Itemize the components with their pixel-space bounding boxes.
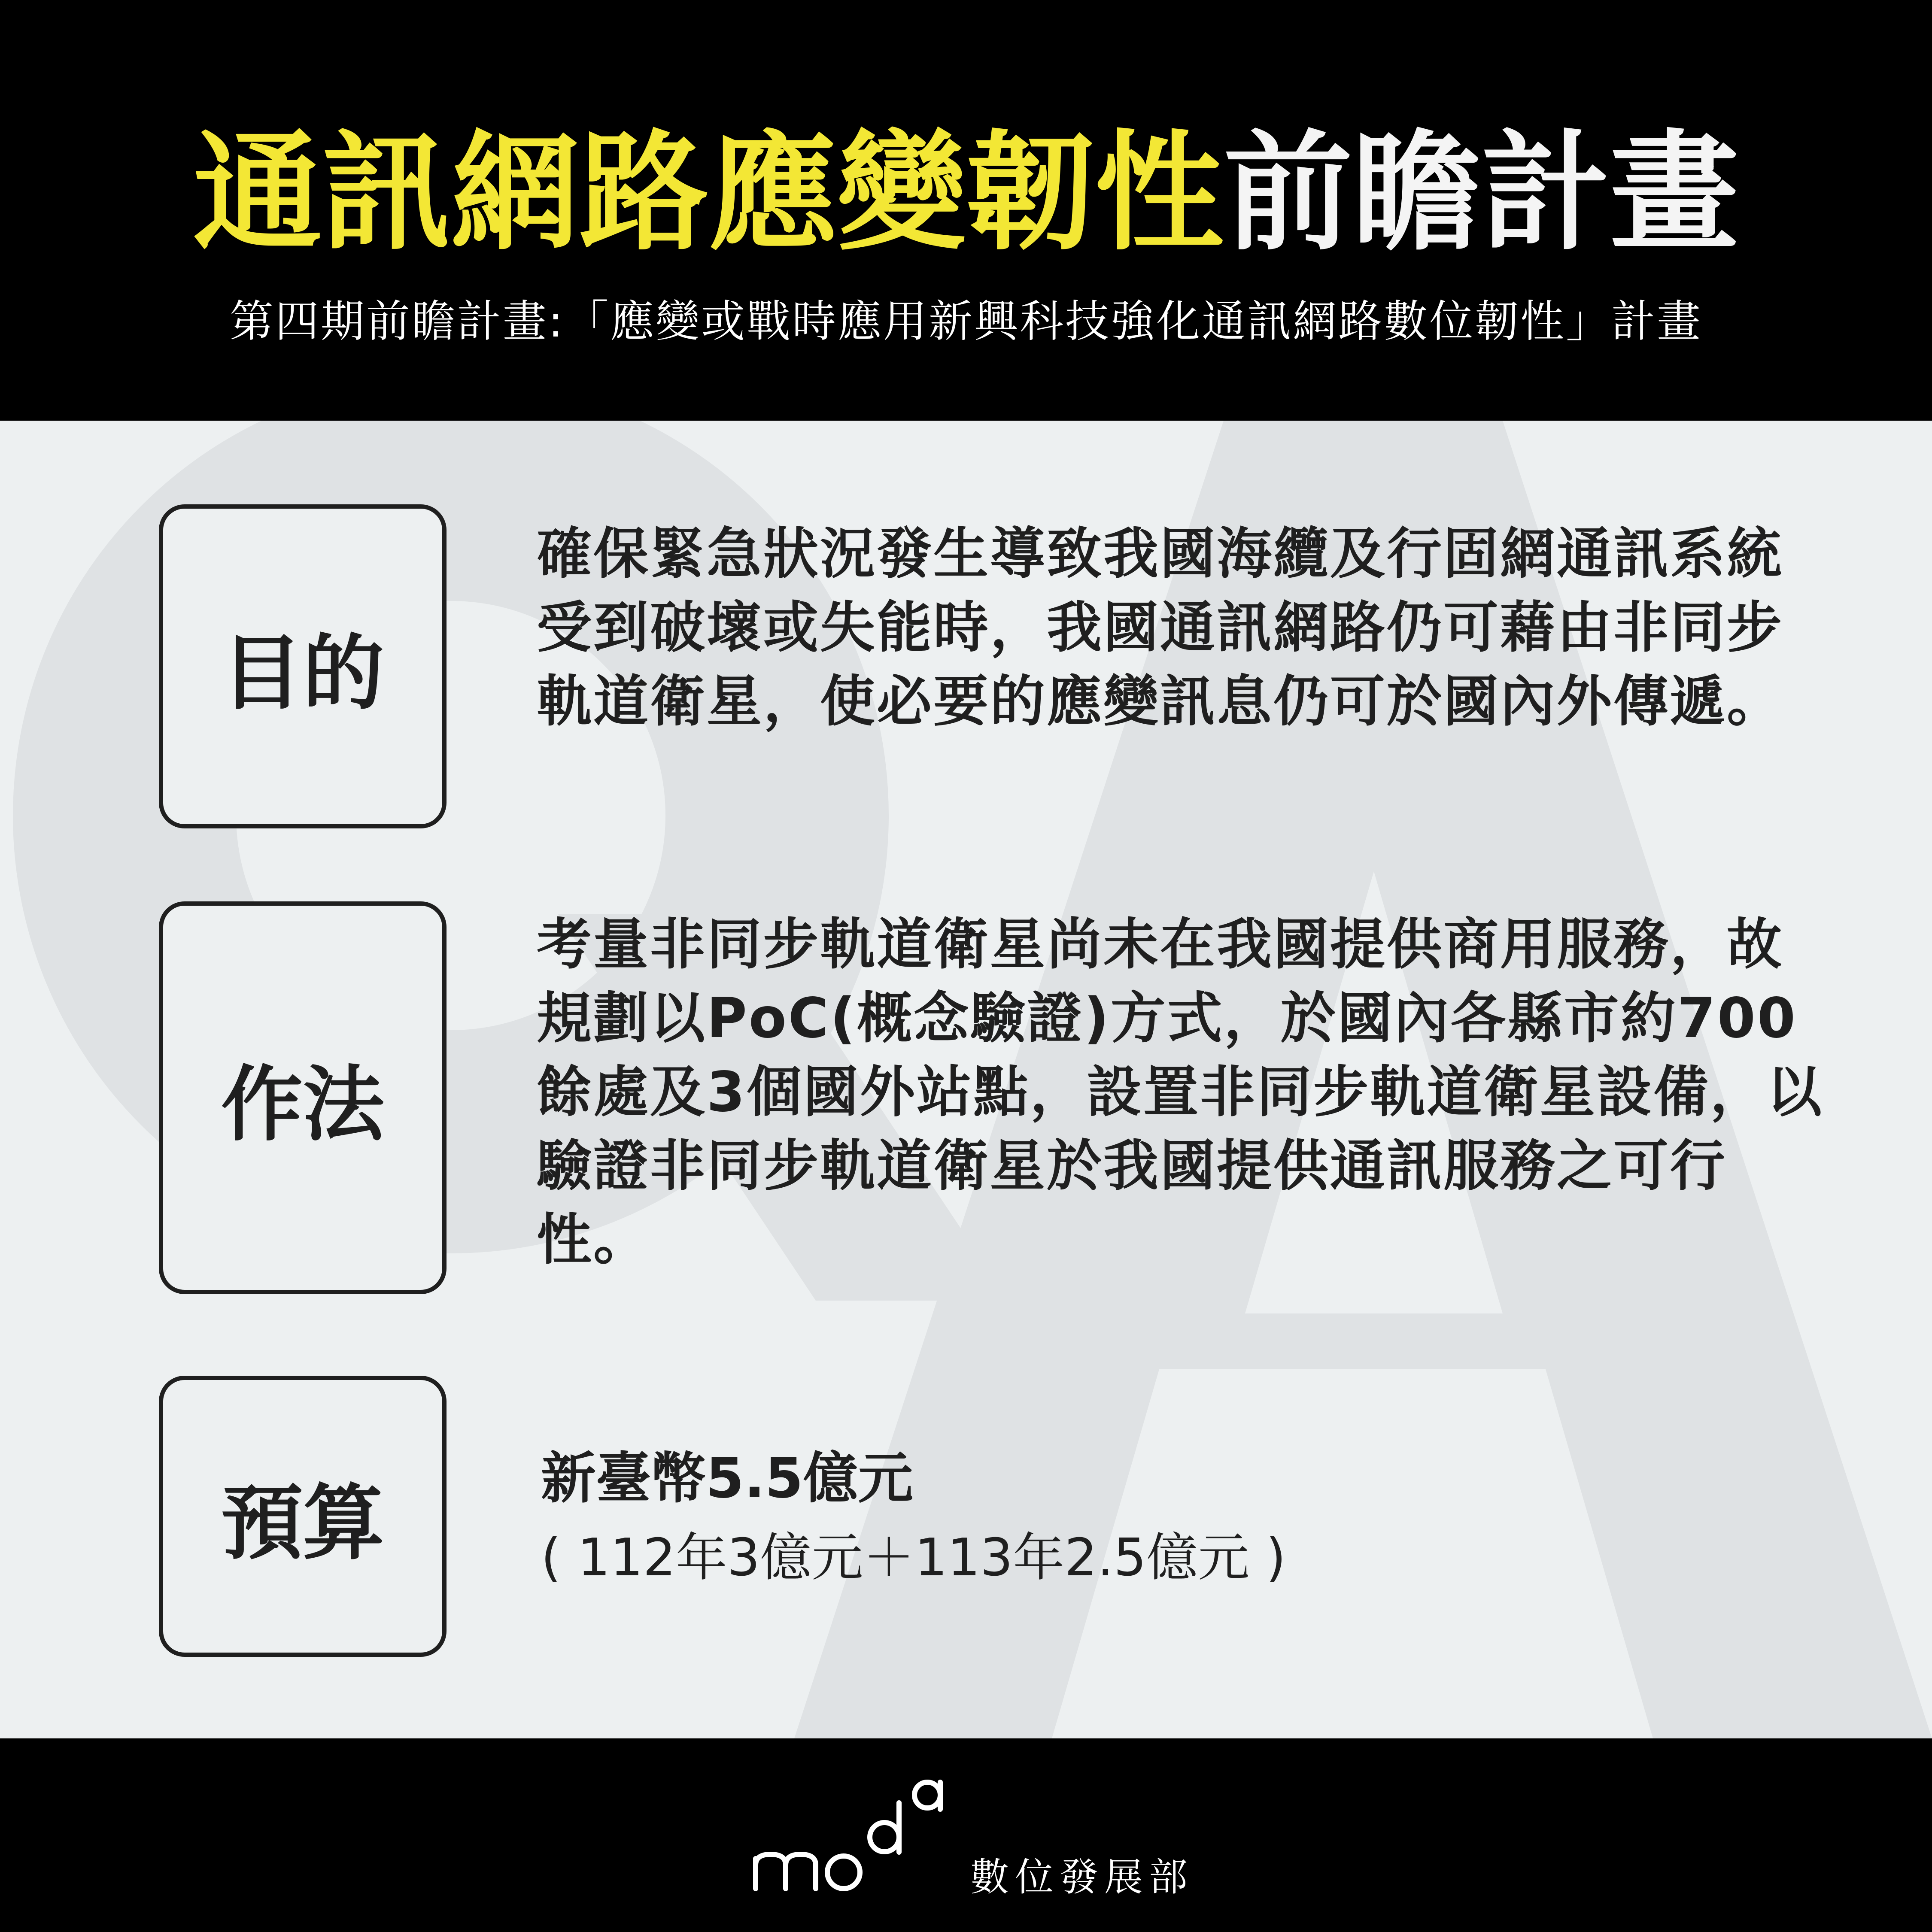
method-text: 考量非同步軌道衛星尚未在我國提供商用服務，故規劃以PoC(概念驗證)方式，於國內各縣市約700餘處及3個國外站點，設置非同步軌道衛星設備，以驗證非同步軌道衛星於我國提供通訊服務之可行性。 <box>537 913 1824 1272</box>
budget-label-box <box>159 1376 447 1657</box>
budget-breakdown: ( 112年3億元＋113年2.5億元 ) <box>541 1528 1286 1588</box>
budget-label: 預算 <box>221 1476 384 1571</box>
page-subtitle: 第四期前瞻計畫:「應變或戰時應用新興科技強化通訊網路數位韌性」計畫 <box>229 296 1703 347</box>
budget-amount: 新臺幣5.5億元 <box>541 1447 913 1510</box>
purpose-label: 目的 <box>221 626 384 721</box>
title-rest: 前瞻計畫 <box>1224 118 1739 268</box>
header-banner <box>0 0 1932 421</box>
footer-banner <box>0 1738 1932 1932</box>
org-name: 數位發展部 <box>970 1855 1194 1900</box>
purpose-text: 確保緊急狀況發生導致我國海纜及行固網通訊系統受到破壞或失能時，我國通訊網路仍可藉由非同步軌道衛星，使必要的應變訊息仍可於國內外傳遞。 <box>537 522 1784 734</box>
page-title <box>0 116 1932 270</box>
purpose-label-box <box>159 504 447 828</box>
method-label-box <box>159 901 447 1294</box>
title-highlight: 通訊網路應變韌性 <box>193 118 1224 268</box>
method-label: 作法 <box>221 1057 384 1152</box>
moda-logo <box>747 1773 953 1902</box>
